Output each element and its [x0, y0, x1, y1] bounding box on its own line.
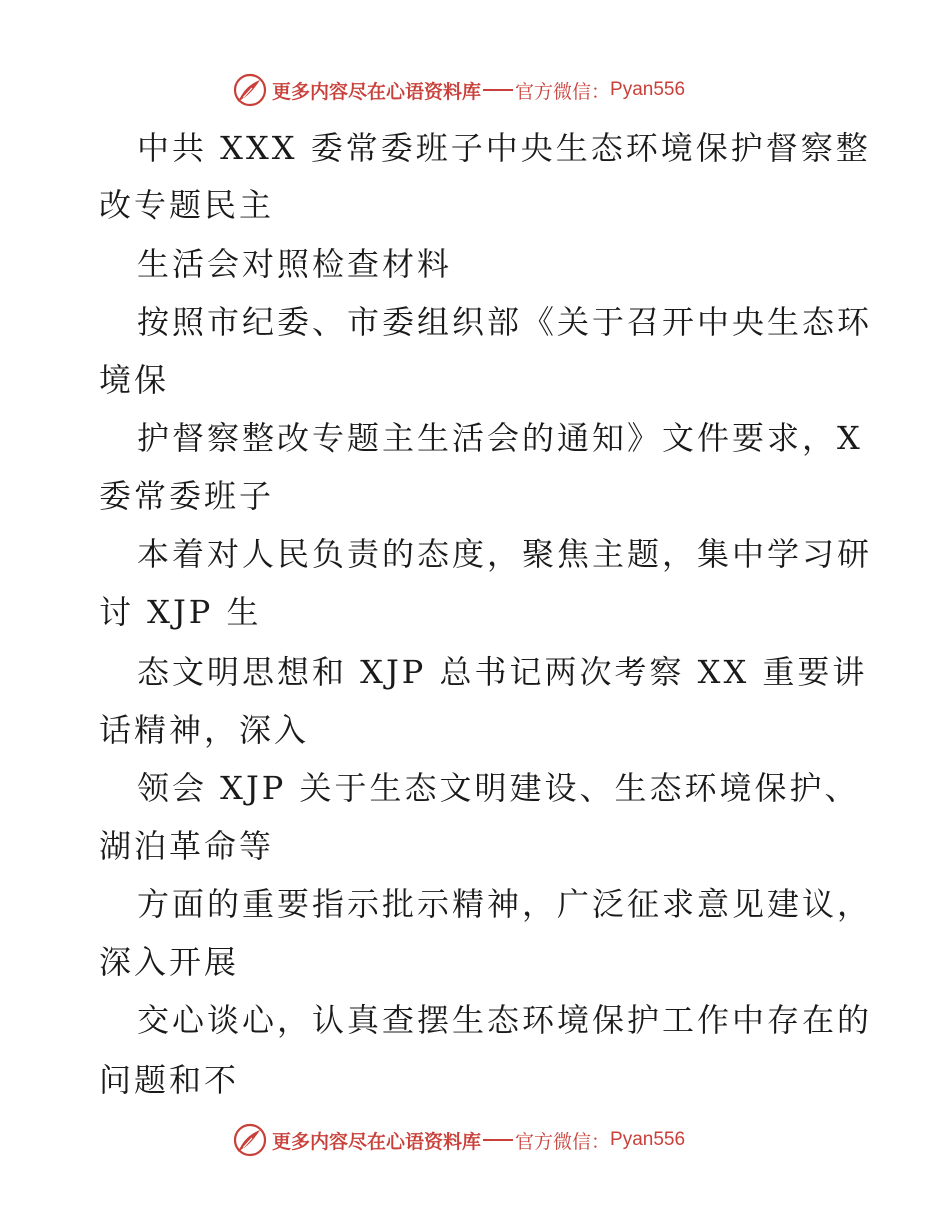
feather-pen-logo-icon — [232, 1122, 268, 1158]
header-official-label: 官方微信： — [515, 80, 611, 103]
doc-line: 中共 XXX 委常委班子中央生态环境保护督察整 — [137, 129, 871, 167]
header-dash — [483, 89, 513, 91]
doc-line: 领会 XJP 关于生态文明建设、生态环境保护、 — [137, 769, 860, 807]
doc-line: 方面的重要指示批示精神，广泛征求意见建议， — [137, 885, 873, 923]
doc-line: 生活会对照检查材料 — [137, 245, 453, 283]
footer-dash — [483, 1139, 513, 1141]
header-banner — [232, 70, 712, 110]
doc-line: 境保 — [99, 361, 170, 399]
doc-line: 按照市纪委、市委组织部《关于召开中央生态环 — [137, 303, 873, 341]
doc-line: 湖泊革命等 — [99, 827, 275, 865]
header-brand-text: 更多内容尽在心语资料库 — [272, 80, 482, 103]
doc-line: 交心谈心，认真查摆生态环境保护工作中存在的 — [137, 1001, 873, 1039]
doc-line: 本着对人民负责的态度，聚焦主题，集中学习研 — [137, 535, 873, 573]
footer-wechat-id: Pyan556 — [610, 1129, 686, 1150]
doc-line: 委常委班子 — [99, 477, 275, 515]
header-wechat-id: Pyan556 — [610, 79, 686, 100]
doc-line: 改专题民主 — [99, 186, 275, 224]
doc-line: 问题和不 — [99, 1061, 240, 1099]
doc-line: 深入开展 — [99, 943, 240, 981]
footer-banner — [232, 1120, 712, 1160]
doc-line: 态文明思想和 XJP 总书记两次考察 XX 重要讲 — [137, 653, 868, 691]
doc-line: 讨 XJP 生 — [99, 593, 262, 631]
footer-official-label: 官方微信： — [515, 1130, 611, 1153]
doc-line: 护督察整改专题主生活会的通知》文件要求，X — [137, 419, 863, 457]
feather-pen-logo-icon — [232, 72, 268, 108]
footer-brand-text: 更多内容尽在心语资料库 — [272, 1130, 482, 1153]
doc-line: 话精神，深入 — [99, 711, 310, 749]
